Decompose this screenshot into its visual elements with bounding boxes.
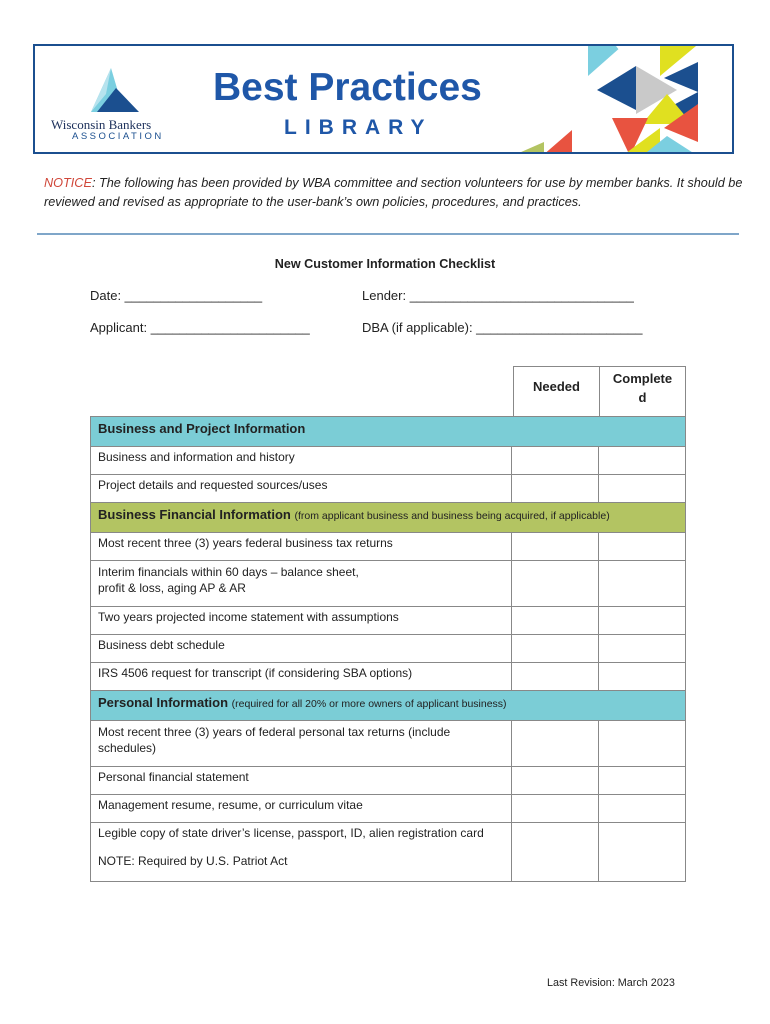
row-label: Project details and requested sources/uses <box>98 478 328 492</box>
date-field[interactable]: Date: ___________________ <box>90 288 263 303</box>
table-row <box>91 795 686 823</box>
needed-checkbox[interactable] <box>512 663 599 691</box>
row-label: Legible copy of state driver’s license, passport, ID, alien registration card <box>98 826 484 840</box>
needed-checkbox[interactable] <box>512 533 599 561</box>
page-title: Best Practices <box>213 66 482 109</box>
completed-checkbox[interactable] <box>599 533 686 561</box>
completed-checkbox[interactable] <box>599 795 686 823</box>
table-row <box>91 823 686 882</box>
completed-checkbox[interactable] <box>599 663 686 691</box>
section-title: Business Financial Information <box>98 507 291 522</box>
decorative-triangles-icon <box>512 46 732 154</box>
notice-body: : The following has been provided by WBA committee and section volunteers for use by member banks. It should be reviewed and revised as appropriate to the user-bank’s own policies, procedures, and practices. <box>44 176 743 209</box>
notice-text <box>44 174 744 212</box>
col-needed-header: Needed <box>513 366 600 416</box>
divider <box>37 233 739 235</box>
section-title: Business and Project Information <box>98 421 306 436</box>
notice-label: NOTICE <box>44 176 92 190</box>
needed-checkbox[interactable] <box>512 447 599 475</box>
row-label: Interim financials within 60 days – balance sheet, profit & loss, aging AP & AR <box>98 565 359 595</box>
section-title: Personal Information <box>98 695 229 710</box>
completed-checkbox[interactable] <box>599 721 686 767</box>
completed-checkbox[interactable] <box>599 607 686 635</box>
dba-field[interactable]: DBA (if applicable): _______________________ <box>362 320 643 335</box>
section-header <box>91 417 686 447</box>
table-row <box>91 447 686 475</box>
row-label: IRS 4506 request for transcript (if considering SBA options) <box>98 666 413 680</box>
row-label: Business and information and history <box>98 450 295 464</box>
section-header <box>91 503 686 533</box>
section-note: (required for all 20% or more owners of applicant business) <box>231 698 507 710</box>
row-label: Most recent three (3) years federal business tax returns <box>98 536 393 550</box>
header-banner <box>33 44 734 154</box>
logo-org-assoc: ASSOCIATION <box>72 131 164 142</box>
needed-checkbox[interactable] <box>512 607 599 635</box>
last-revision: Last Revision: March 2023 <box>547 977 675 989</box>
section-note: (from applicant business and business being acquired, if applicable) <box>294 510 610 522</box>
table-header <box>90 366 686 416</box>
section-header <box>91 691 686 721</box>
row-label: Two years projected income statement with assumptions <box>98 610 399 624</box>
form-title: New Customer Information Checklist <box>274 257 496 271</box>
checklist-table <box>90 366 686 882</box>
table-row <box>91 663 686 691</box>
needed-checkbox[interactable] <box>512 635 599 663</box>
table-row <box>91 635 686 663</box>
needed-checkbox[interactable] <box>512 767 599 795</box>
completed-checkbox[interactable] <box>599 475 686 503</box>
needed-checkbox[interactable] <box>512 795 599 823</box>
needed-checkbox[interactable] <box>512 823 599 882</box>
table-row <box>91 607 686 635</box>
completed-checkbox[interactable] <box>599 561 686 607</box>
logo-org-name: Wisconsin Bankers <box>51 117 152 132</box>
lender-field[interactable]: Lender: _______________________________ <box>362 288 634 303</box>
row-note: NOTE: Required by U.S. Patriot Act <box>98 854 288 868</box>
table-row <box>91 533 686 561</box>
completed-checkbox[interactable] <box>599 823 686 882</box>
checklist-grid <box>90 416 686 882</box>
completed-checkbox[interactable] <box>599 635 686 663</box>
row-label: Business debt schedule <box>98 638 225 652</box>
table-row <box>91 561 686 607</box>
needed-checkbox[interactable] <box>512 721 599 767</box>
row-label: Management resume, resume, or curriculum vitae <box>98 798 363 812</box>
col-completed-header: Complete d <box>599 366 686 416</box>
needed-checkbox[interactable] <box>512 561 599 607</box>
row-label: Most recent three (3) years of federal personal tax returns (include schedules) <box>98 725 451 755</box>
table-row <box>91 475 686 503</box>
page-subtitle: LIBRARY <box>284 116 433 139</box>
row-label: Personal financial statement <box>98 770 249 784</box>
completed-checkbox[interactable] <box>599 447 686 475</box>
needed-checkbox[interactable] <box>512 475 599 503</box>
applicant-field[interactable]: Applicant: ______________________ <box>90 320 310 335</box>
table-row <box>91 767 686 795</box>
completed-checkbox[interactable] <box>599 767 686 795</box>
table-row <box>91 721 686 767</box>
